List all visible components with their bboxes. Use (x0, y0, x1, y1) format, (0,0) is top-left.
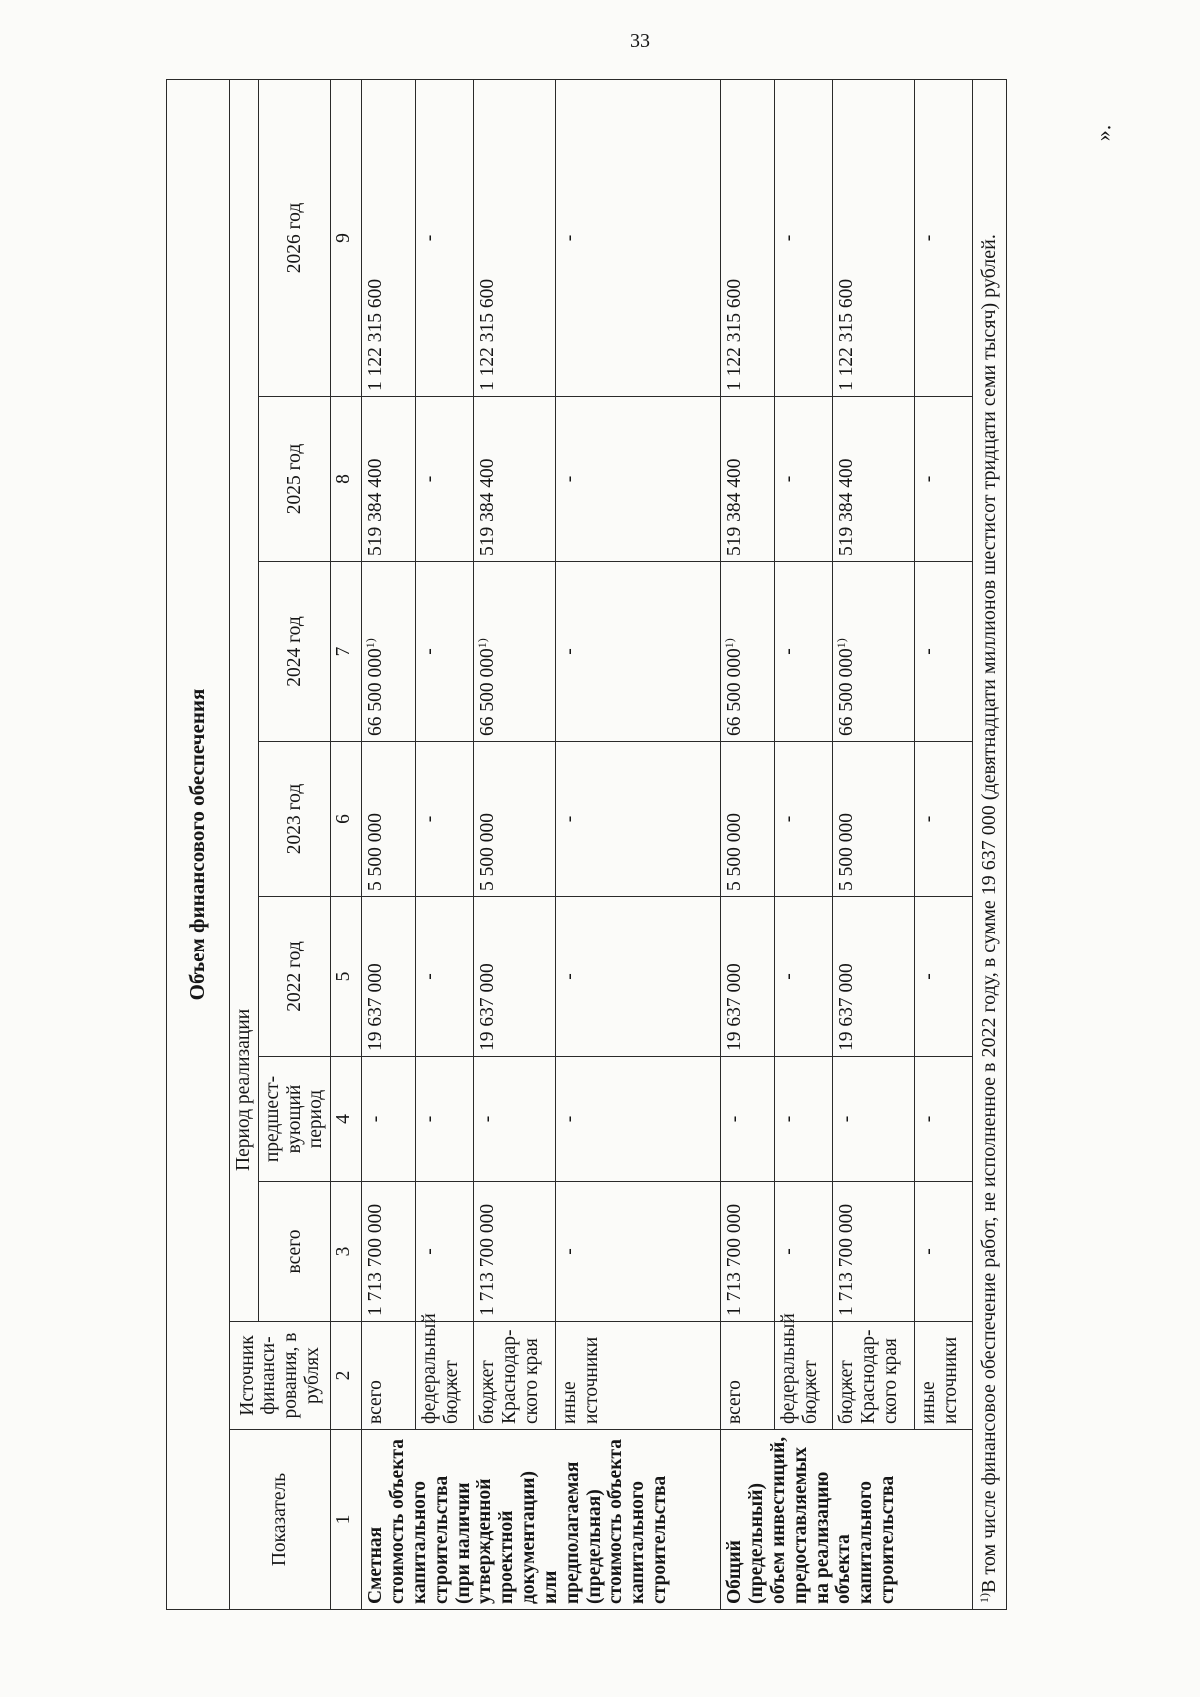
footnote-text: В том числе финансовое обеспечение работ, не исполненное в 2022 году, в сумме 19 637 000 (девятнадцати миллионов шестисот тридцати семи тысяч) рублей. (978, 234, 1001, 1593)
source-cell: бюджет Краснодар-ского края (474, 1322, 556, 1430)
value-cell: - (915, 897, 973, 1057)
value-cell: 5 500 000 (362, 742, 416, 897)
value-cell: - (915, 1057, 973, 1182)
value-cell: - (556, 1057, 721, 1182)
indicator-total-investment: Общий (предельный) объем инвестиций, предоставляемых на реализацию объекта капитального строительства (721, 1430, 973, 1610)
value-cell: 19 637 000 (474, 897, 556, 1057)
value-cell: 1 122 315 600 (362, 79, 416, 396)
financing-table (166, 79, 1007, 1610)
value-cell (721, 562, 775, 742)
column-number: 8 (331, 397, 362, 562)
value-cell: 1 713 700 000 (833, 1182, 915, 1322)
source-cell: федеральный бюджет (775, 1322, 833, 1430)
value-cell: - (915, 79, 973, 396)
value-cell: - (775, 742, 833, 897)
header-year-2024: 2024 год (258, 562, 330, 742)
footnote-ref: 1) (834, 638, 849, 649)
table-row (416, 79, 474, 1609)
value-cell: - (775, 1057, 833, 1182)
value-cell: - (915, 562, 973, 742)
value-text: 66 500 000 (724, 648, 746, 736)
header-total: всего (258, 1182, 330, 1322)
header-year-2026: 2026 год (258, 79, 330, 396)
value-cell: - (915, 397, 973, 562)
value-cell: - (721, 1057, 775, 1182)
closing-quote-mark: ». (1090, 124, 1116, 142)
column-number: 5 (331, 897, 362, 1057)
value-cell: - (556, 79, 721, 396)
value-cell: - (833, 1057, 915, 1182)
table-row (556, 79, 721, 1609)
table-row (474, 79, 556, 1609)
column-number: 3 (331, 1182, 362, 1322)
column-number: 7 (331, 562, 362, 742)
value-cell: - (775, 1182, 833, 1322)
value-cell (362, 562, 416, 742)
value-cell (833, 562, 915, 742)
table-row (915, 79, 973, 1609)
value-cell: - (474, 1057, 556, 1182)
value-text: 66 500 000 (365, 648, 387, 736)
value-cell: - (915, 742, 973, 897)
value-cell: - (915, 1182, 973, 1322)
value-cell: - (416, 897, 474, 1057)
footnote-ref: 1) (475, 638, 490, 649)
value-cell: - (416, 562, 474, 742)
value-cell: 5 500 000 (474, 742, 556, 897)
value-cell: 519 384 400 (362, 397, 416, 562)
column-number: 2 (331, 1322, 362, 1430)
indicator-estimated-cost: Сметная стоимость объекта капитального строительства (при наличии утвержденной проектной документации) или предполагаемая (предельная) стоимость объекта капитального строительства (362, 1430, 721, 1610)
table-row (362, 79, 416, 1609)
source-cell: бюджет Краснодар-ского края (833, 1322, 915, 1430)
footnote-marker: 1) (977, 1593, 992, 1603)
table-row (721, 79, 775, 1609)
value-cell: - (416, 1182, 474, 1322)
value-cell: - (416, 1057, 474, 1182)
column-number: 4 (331, 1057, 362, 1182)
value-cell: 519 384 400 (474, 397, 556, 562)
value-cell: - (775, 79, 833, 396)
header-year-2025: 2025 год (258, 397, 330, 562)
value-cell: 5 500 000 (833, 742, 915, 897)
value-cell: 5 500 000 (721, 742, 775, 897)
table-caption: Объем финансового обеспечения (167, 79, 230, 1609)
value-cell: - (775, 562, 833, 742)
value-cell: - (556, 742, 721, 897)
table-row (775, 79, 833, 1609)
value-cell: - (556, 1182, 721, 1322)
value-cell: 19 637 000 (721, 897, 775, 1057)
column-number: 6 (331, 742, 362, 897)
source-cell: иные источники (556, 1322, 721, 1430)
value-cell: - (775, 897, 833, 1057)
value-cell: 1 122 315 600 (721, 79, 775, 396)
value-cell: 1 713 700 000 (474, 1182, 556, 1322)
page-number: 33 (630, 30, 650, 52)
header-indicator: Показатель (230, 1430, 331, 1610)
header-source: Источник финанси-рования, в рублях (230, 1322, 331, 1430)
header-year-2023: 2023 год (258, 742, 330, 897)
value-cell: - (556, 397, 721, 562)
value-cell (474, 562, 556, 742)
column-number-row (331, 79, 362, 1609)
footnote-ref: 1) (363, 638, 378, 649)
value-cell: - (556, 897, 721, 1057)
value-cell: - (416, 79, 474, 396)
source-cell: всего (362, 1322, 416, 1430)
rotated-table-container (166, 80, 1080, 1610)
footnote-ref: 1) (722, 638, 737, 649)
header-previous-period: предшест-вующий период (258, 1057, 330, 1182)
value-cell: 19 637 000 (833, 897, 915, 1057)
value-cell: 1 713 700 000 (362, 1182, 416, 1322)
value-cell: - (556, 562, 721, 742)
value-cell: 1 122 315 600 (833, 79, 915, 396)
source-cell: иные источники (915, 1322, 973, 1430)
value-cell: - (775, 397, 833, 562)
table-row (833, 79, 915, 1609)
value-cell: 519 384 400 (721, 397, 775, 562)
column-number: 1 (331, 1430, 362, 1610)
header-period-group: Период реализации (230, 79, 259, 1321)
value-cell: 519 384 400 (833, 397, 915, 562)
source-cell: всего (721, 1322, 775, 1430)
header-year-2022: 2022 год (258, 897, 330, 1057)
value-cell: 19 637 000 (362, 897, 416, 1057)
value-cell: - (416, 742, 474, 897)
value-cell: - (416, 397, 474, 562)
footnote (973, 79, 1007, 1609)
column-number: 9 (331, 79, 362, 396)
value-text: 66 500 000 (836, 648, 858, 736)
value-cell: - (362, 1057, 416, 1182)
value-cell: 1 122 315 600 (474, 79, 556, 396)
value-cell: 1 713 700 000 (721, 1182, 775, 1322)
source-cell: федеральный бюджет (416, 1322, 474, 1430)
value-text: 66 500 000 (477, 648, 499, 736)
